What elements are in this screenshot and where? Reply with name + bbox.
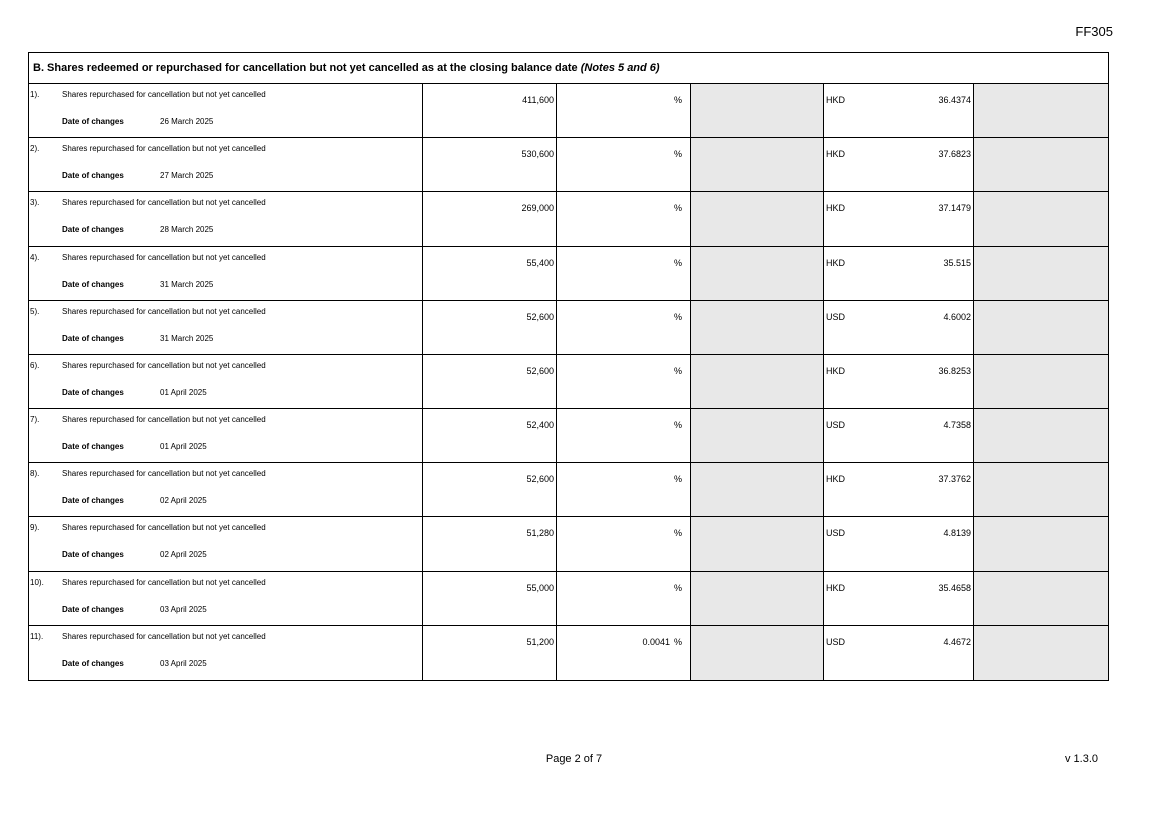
percent-sign: % [673, 311, 682, 322]
row-description: Shares repurchased for cancellation but not yet cancelled [62, 415, 266, 425]
row-description: Shares repurchased for cancellation but not yet cancelled [62, 306, 266, 316]
description-cell [29, 463, 423, 516]
price-value: 36.4374 [938, 95, 971, 105]
date-value: 31 March 2025 [160, 279, 214, 289]
description-cell [29, 84, 423, 137]
row-number: 3). [30, 198, 40, 208]
date-label: Date of changes [62, 171, 124, 181]
row-description: Shares repurchased for cancellation but not yet cancelled [62, 90, 266, 99]
shares-table [28, 52, 1109, 681]
currency-code: HKD [826, 203, 846, 214]
currency-code: HKD [826, 582, 846, 593]
date-value: 03 April 2025 [160, 658, 207, 668]
percentage-value: 0.0041 [642, 636, 670, 647]
description-cell [29, 626, 423, 680]
price-cell [824, 517, 974, 570]
price-value: 35.515 [943, 257, 971, 268]
price-value: 4.4672 [943, 636, 971, 647]
percentage-cell [557, 463, 691, 516]
percent-sign: % [673, 257, 682, 268]
price-cell [824, 138, 974, 191]
shares-value: 411,600 [522, 95, 554, 105]
price-cell [824, 572, 974, 625]
table-row [29, 463, 1108, 517]
price-cell [824, 463, 974, 516]
price-cell [824, 355, 974, 408]
date-label: Date of changes [62, 658, 124, 668]
percent-sign: % [673, 474, 682, 485]
percentage-cell [557, 301, 691, 354]
row-description: Shares repurchased for cancellation but not yet cancelled [62, 360, 266, 370]
shares-cell [423, 626, 557, 680]
shares-cell [423, 517, 557, 570]
section-title-text: B. Shares redeemed or repurchased for cancellation but not yet cancelled as at the closing balance date [33, 62, 578, 74]
price-cell [824, 626, 974, 680]
date-value: 28 March 2025 [160, 225, 214, 235]
percentage-cell [557, 517, 691, 570]
currency-code: USD [826, 420, 846, 431]
percent-sign: % [673, 528, 682, 539]
shares-cell [423, 138, 557, 191]
description-cell [29, 301, 423, 354]
row-description: Shares repurchased for cancellation but not yet cancelled [62, 198, 266, 208]
date-label: Date of changes [62, 117, 124, 126]
shaded-cell [691, 138, 824, 191]
percentage-cell [557, 247, 691, 300]
table-row [29, 409, 1108, 463]
table-body [29, 84, 1108, 680]
row-description: Shares repurchased for cancellation but not yet cancelled [62, 144, 266, 154]
row-number: 6). [30, 360, 40, 370]
price-cell [824, 192, 974, 245]
percentage-cell [557, 192, 691, 245]
shaded-cell [974, 192, 1108, 245]
shares-cell [423, 409, 557, 462]
shaded-cell [691, 626, 824, 680]
shaded-cell [974, 463, 1108, 516]
date-value: 26 March 2025 [160, 117, 214, 126]
row-number: 11). [30, 631, 44, 641]
shares-value: 52,600 [526, 474, 554, 485]
price-value: 37.3762 [938, 474, 971, 485]
shaded-cell [691, 517, 824, 570]
date-label: Date of changes [62, 550, 124, 560]
percent-sign: % [673, 149, 682, 160]
shaded-cell [691, 192, 824, 245]
price-cell [824, 409, 974, 462]
version-label: v 1.3.0 [1064, 753, 1098, 765]
shares-value: 55,000 [526, 582, 554, 593]
shares-cell [423, 84, 557, 137]
table-row [29, 572, 1108, 626]
row-number: 9). [30, 523, 40, 533]
description-cell [29, 517, 423, 570]
shaded-cell [691, 247, 824, 300]
date-value: 02 April 2025 [160, 550, 207, 560]
date-label: Date of changes [62, 604, 124, 614]
percent-sign: % [673, 636, 682, 647]
price-value: 4.7358 [943, 420, 971, 431]
percentage-cell [557, 355, 691, 408]
shares-cell [423, 572, 557, 625]
currency-code: HKD [826, 95, 846, 105]
row-description: Shares repurchased for cancellation but not yet cancelled [62, 469, 266, 479]
table-row [29, 517, 1108, 571]
table-row [29, 355, 1108, 409]
row-description: Shares repurchased for cancellation but not yet cancelled [62, 631, 266, 641]
price-value: 37.6823 [938, 149, 971, 160]
row-number: 5). [30, 306, 40, 316]
shares-value: 55,400 [526, 257, 554, 268]
price-cell [824, 247, 974, 300]
shares-value: 269,000 [521, 203, 554, 214]
price-cell [824, 84, 974, 137]
date-value: 01 April 2025 [160, 387, 207, 397]
percent-sign: % [673, 582, 682, 593]
table-row [29, 84, 1108, 138]
currency-code: HKD [826, 365, 846, 376]
shaded-cell [691, 572, 824, 625]
shaded-cell [691, 301, 824, 354]
description-cell [29, 247, 423, 300]
row-number: 10). [30, 577, 44, 587]
shaded-cell [974, 247, 1108, 300]
date-label: Date of changes [62, 225, 124, 235]
percentage-cell [557, 138, 691, 191]
description-cell [29, 192, 423, 245]
shaded-cell [974, 301, 1108, 354]
price-cell [824, 301, 974, 354]
table-row [29, 247, 1108, 301]
percentage-cell [557, 572, 691, 625]
percentage-cell [557, 409, 691, 462]
row-number: 1). [30, 90, 40, 99]
percent-sign: % [673, 365, 682, 376]
date-label: Date of changes [62, 442, 124, 452]
currency-code: HKD [826, 149, 846, 160]
date-value: 02 April 2025 [160, 496, 207, 506]
section-title [29, 53, 1108, 84]
shaded-cell [974, 517, 1108, 570]
shaded-cell [974, 572, 1108, 625]
shaded-cell [974, 355, 1108, 408]
percent-sign: % [673, 420, 682, 431]
date-label: Date of changes [62, 496, 124, 506]
shares-cell [423, 463, 557, 516]
table-row [29, 138, 1108, 192]
row-number: 7). [30, 415, 40, 425]
percentage-cell [557, 84, 691, 137]
date-label: Date of changes [62, 387, 124, 397]
currency-code: USD [826, 636, 846, 647]
table-row [29, 626, 1108, 680]
date-value: 03 April 2025 [160, 604, 207, 614]
shares-cell [423, 192, 557, 245]
row-description: Shares repurchased for cancellation but not yet cancelled [62, 577, 266, 587]
table-row [29, 192, 1108, 246]
description-cell [29, 355, 423, 408]
row-number: 4). [30, 252, 40, 262]
currency-code: USD [826, 528, 846, 539]
currency-code: USD [826, 311, 846, 322]
percent-sign: % [673, 203, 682, 214]
shares-value: 51,280 [526, 528, 554, 539]
currency-code: HKD [826, 474, 846, 485]
shares-value: 51,200 [526, 636, 554, 647]
price-value: 35.4658 [938, 582, 971, 593]
shaded-cell [691, 463, 824, 516]
table-row [29, 301, 1108, 355]
date-value: 01 April 2025 [160, 442, 207, 452]
shaded-cell [691, 355, 824, 408]
description-cell [29, 572, 423, 625]
date-value: 27 March 2025 [160, 171, 214, 181]
shares-value: 52,600 [526, 365, 554, 376]
shaded-cell [974, 138, 1108, 191]
date-label: Date of changes [62, 279, 124, 289]
section-notes: (Notes 5 and 6) [580, 62, 660, 74]
shaded-cell [691, 409, 824, 462]
description-cell [29, 138, 423, 191]
shaded-cell [691, 84, 824, 137]
price-value: 4.6002 [943, 311, 971, 322]
price-value: 4.8139 [943, 528, 971, 539]
description-cell [29, 409, 423, 462]
shares-value: 52,600 [526, 311, 554, 322]
shaded-cell [974, 409, 1108, 462]
shares-cell [423, 355, 557, 408]
row-number: 8). [30, 469, 40, 479]
price-value: 36.8253 [938, 365, 971, 376]
row-description: Shares repurchased for cancellation but not yet cancelled [62, 523, 266, 533]
shares-value: 52,400 [526, 420, 554, 431]
shares-value: 530,600 [521, 149, 554, 160]
page-number: Page 2 of 7 [545, 753, 603, 765]
currency-code: HKD [826, 257, 846, 268]
shares-cell [423, 301, 557, 354]
percent-sign: % [673, 95, 682, 105]
date-label: Date of changes [62, 333, 124, 343]
row-number: 2). [30, 144, 40, 154]
row-description: Shares repurchased for cancellation but not yet cancelled [62, 252, 266, 262]
form-code: FF305 [1075, 24, 1113, 39]
shaded-cell [974, 84, 1108, 137]
shaded-cell [974, 626, 1108, 680]
percentage-cell [557, 626, 691, 680]
shares-cell [423, 247, 557, 300]
price-value: 37.1479 [938, 203, 971, 214]
date-value: 31 March 2025 [160, 333, 214, 343]
